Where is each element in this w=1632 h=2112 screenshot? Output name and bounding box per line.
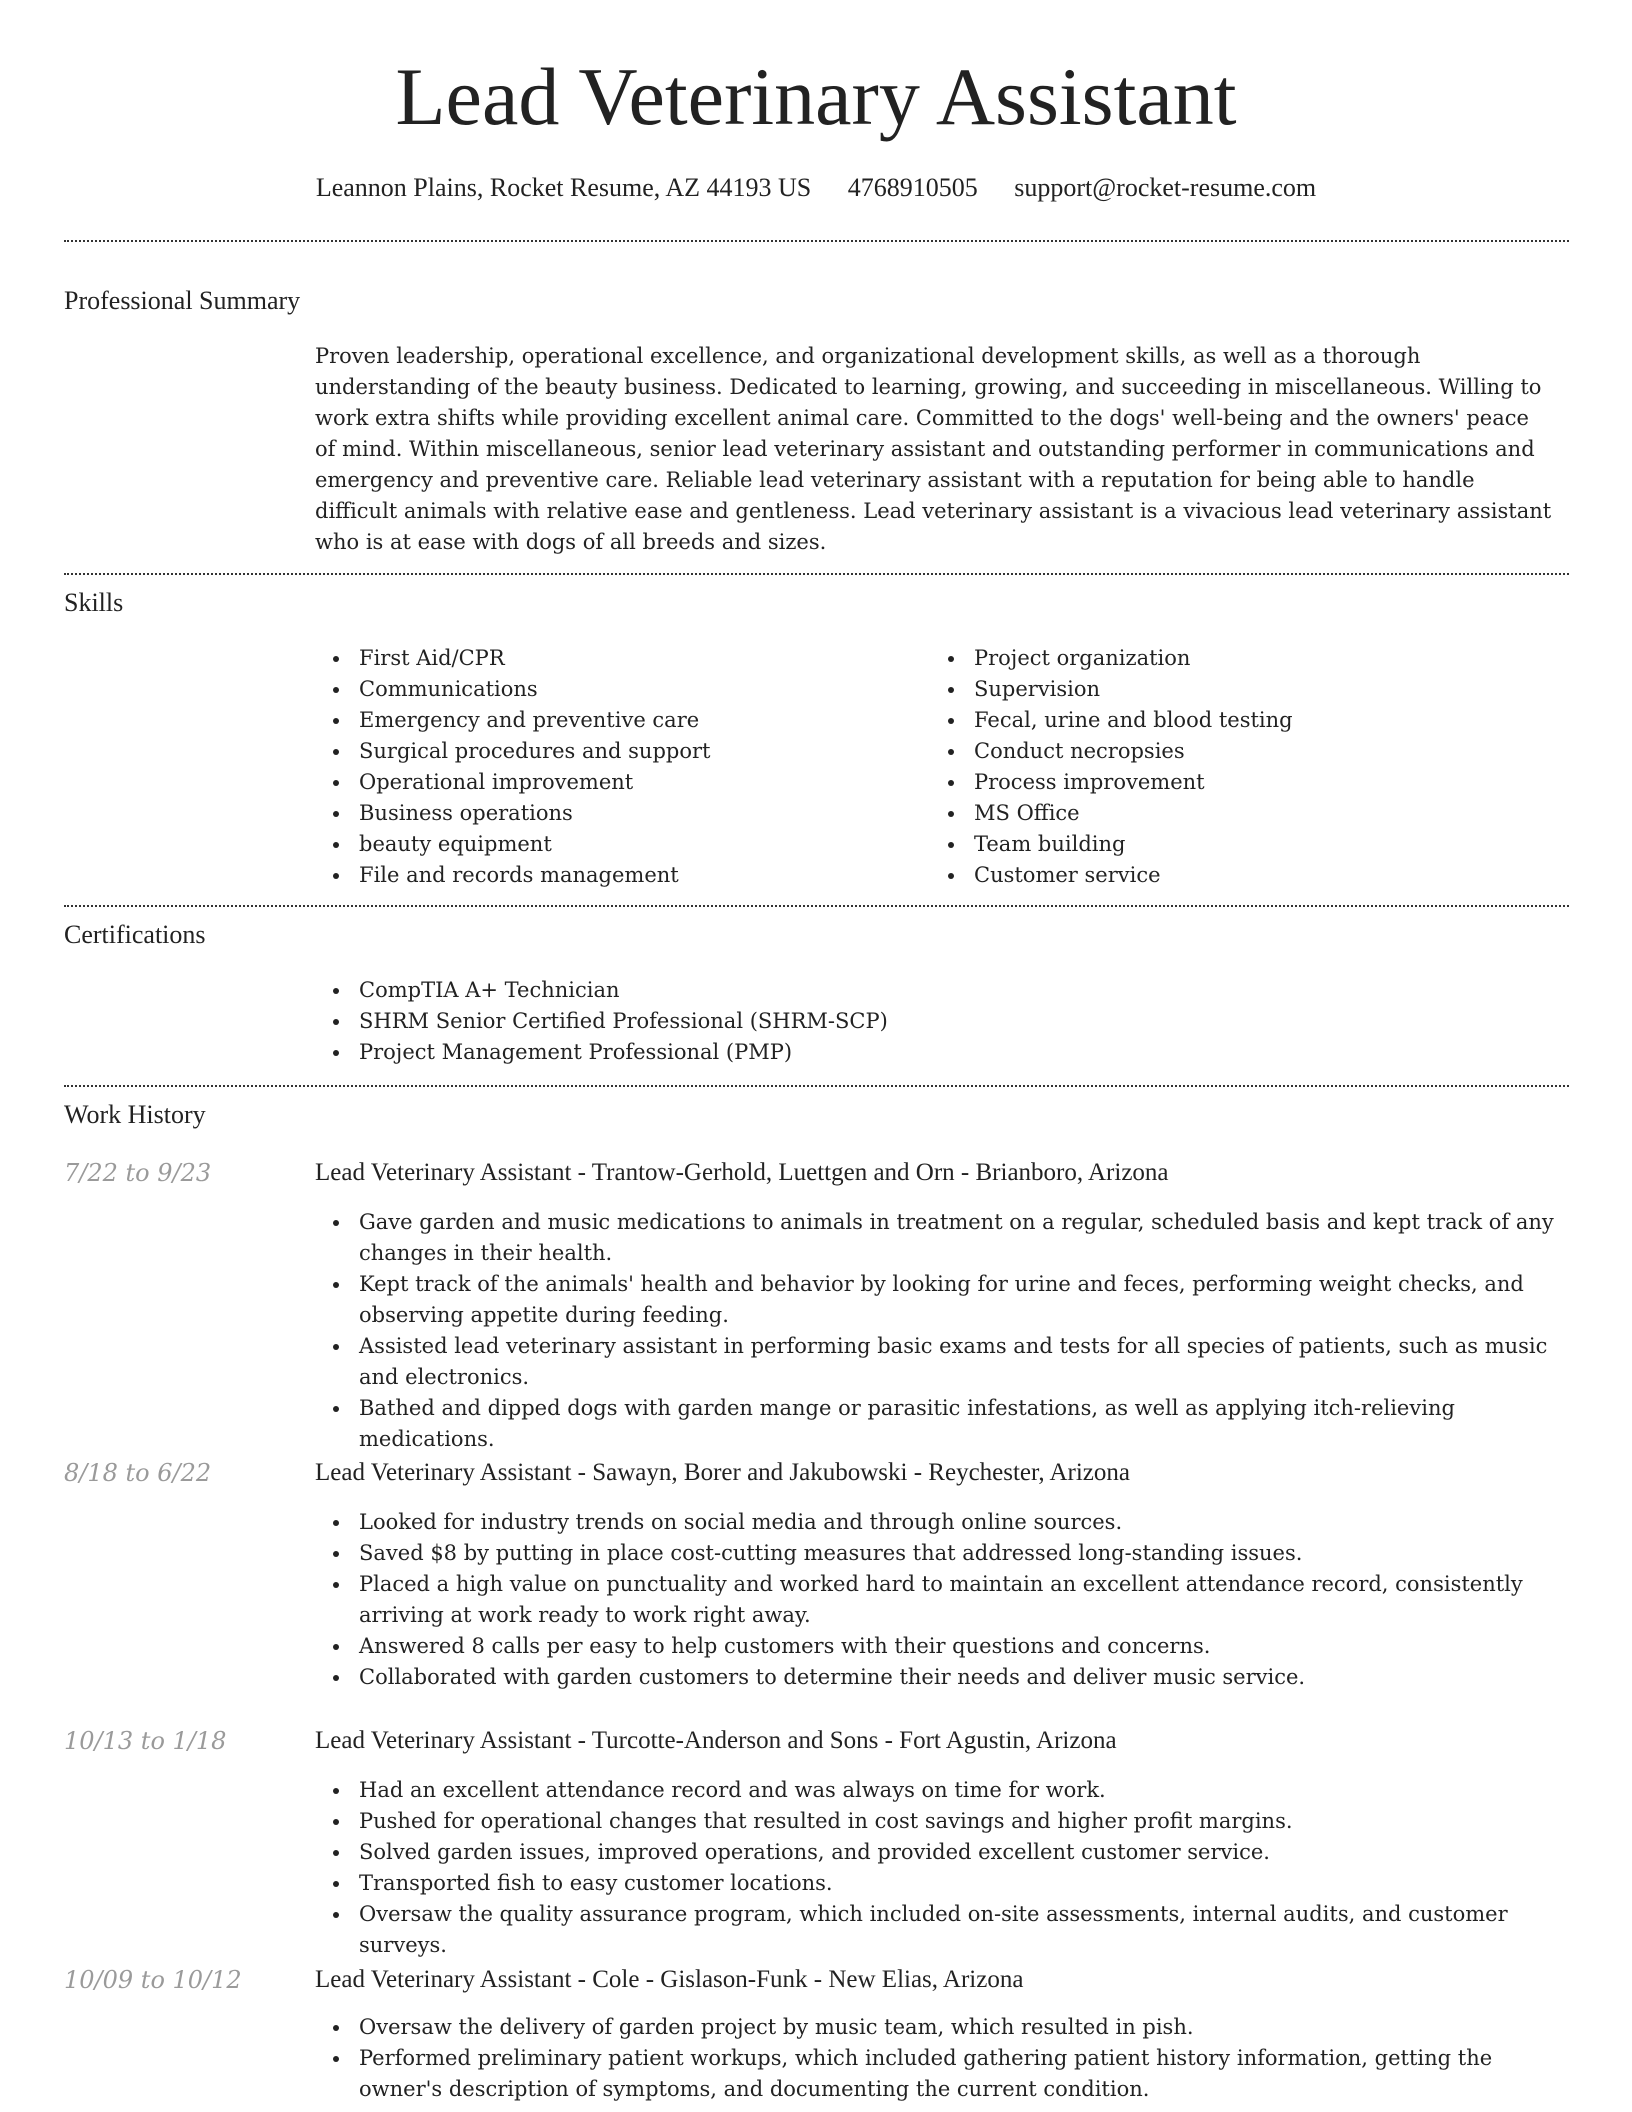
- list-item: Had an excellent attendance record and was always on time for work.: [315, 1775, 1570, 1806]
- job-title: Lead Veterinary Assistant - Turcotte-Anderson and Sons - Fort Agustin, Arizona: [315, 1727, 1117, 1754]
- list-item: Operational improvement: [315, 767, 915, 798]
- page-title: Lead Veterinary Assistant: [395, 51, 1237, 142]
- list-item: Collaborated with garden customers to determine their needs and deliver music service.: [315, 1662, 1570, 1693]
- job-dates: 8/18 to 6/22: [64, 1459, 212, 1487]
- list-item: Looked for industry trends on social media and through online sources.: [315, 1507, 1570, 1538]
- list-item: Surgical procedures and support: [315, 736, 915, 767]
- job-bullets: [315, 1207, 1570, 1455]
- section-heading-work-history: Work History: [64, 1100, 206, 1129]
- list-item: Business operations: [315, 798, 915, 829]
- list-item: Placed a high value on punctuality and worked hard to maintain an excellent attendance record, consistently arriving at work ready to work right away.: [315, 1569, 1570, 1631]
- list-item: Conduct necropsies: [930, 736, 1550, 767]
- certifications-list: [315, 975, 1555, 1068]
- list-item: File and records management: [315, 860, 915, 891]
- divider: [64, 1085, 1569, 1087]
- list-item: First Aid/CPR: [315, 643, 915, 674]
- list-item: Pushed for operational changes that resulted in cost savings and higher profit margins.: [315, 1806, 1570, 1837]
- contact-line: [0, 170, 1632, 206]
- divider: [64, 573, 1569, 575]
- job-dates: 7/22 to 9/23: [64, 1159, 212, 1187]
- contact-phone: 4768910505: [847, 173, 978, 202]
- skills-list-right: [930, 643, 1550, 891]
- contact-email: support@rocket-resume.com: [1014, 173, 1317, 202]
- list-item: Transported fish to easy customer locations.: [315, 1868, 1570, 1899]
- list-item: Process improvement: [930, 767, 1550, 798]
- list-item: Project Management Professional (PMP): [315, 1037, 1555, 1068]
- contact-address: Leannon Plains, Rocket Resume, AZ 44193 US: [315, 173, 812, 202]
- section-heading-certifications: Certifications: [64, 920, 206, 949]
- list-item: Solved garden issues, improved operations, and provided excellent customer service.: [315, 1837, 1570, 1868]
- list-item: Fecal, urine and blood testing: [930, 705, 1550, 736]
- list-item: Bathed and dipped dogs with garden mange or parasitic infestations, as well as applying itch-relieving medications.: [315, 1393, 1570, 1455]
- list-item: MS Office: [930, 798, 1550, 829]
- section-heading-skills: Skills: [64, 588, 124, 617]
- list-item: CompTIA A+ Technician: [315, 975, 1555, 1006]
- job-title: Lead Veterinary Assistant - Cole - Gislason-Funk - New Elias, Arizona: [315, 1966, 1024, 1993]
- list-item: Supervision: [930, 674, 1550, 705]
- job-title: Lead Veterinary Assistant - Sawayn, Borer and Jakubowski - Reychester, Arizona: [315, 1459, 1130, 1486]
- list-item: Assisted lead veterinary assistant in performing basic exams and tests for all species of patients, such as music and electronics.: [315, 1331, 1570, 1393]
- list-item: Emergency and preventive care: [315, 705, 915, 736]
- list-item: SHRM Senior Certified Professional (SHRM-SCP): [315, 1006, 1555, 1037]
- section-heading-summary: Professional Summary: [64, 286, 301, 315]
- summary-text: Proven leadership, operational excellence, and organizational development skills, as well as a thorough understanding of the beauty business. Dedicated to learning, growing, and succeeding in miscellaneous. Willing to work extra shifts while providing excellent animal care. Committed to the dogs' well-being and the owners' peace of mind. Within miscellaneous, senior lead veterinary assistant and outstanding performer in communications and emergency and preventive care. Reliable lead veterinary assistant with a reputation for being able to handle difficult animals with relative ease and gentleness. Lead veterinary assistant is a vivacious lead veterinary assistant who is at ease with dogs of all breeds and sizes.: [315, 344, 1552, 554]
- list-item: Gave garden and music medications to animals in treatment on a regular, scheduled basis and kept track of any changes in their health.: [315, 1207, 1570, 1269]
- job-bullets: [315, 2012, 1570, 2105]
- job-dates: 10/09 to 10/12: [64, 1966, 242, 1994]
- list-item: Saved $8 by putting in place cost-cutting measures that addressed long-standing issues.: [315, 1538, 1570, 1569]
- divider: [64, 240, 1569, 242]
- list-item: Kept track of the animals' health and behavior by looking for urine and feces, performing weight checks, and observing appetite during feeding.: [315, 1269, 1570, 1331]
- list-item: Customer service: [930, 860, 1550, 891]
- list-item: Oversaw the delivery of garden project by music team, which resulted in pish.: [315, 2012, 1570, 2043]
- list-item: beauty equipment: [315, 829, 915, 860]
- list-item: Answered 8 calls per easy to help customers with their questions and concerns.: [315, 1631, 1570, 1662]
- list-item: Team building: [930, 829, 1550, 860]
- divider: [64, 905, 1569, 907]
- job-bullets: [315, 1507, 1570, 1693]
- job-title: Lead Veterinary Assistant - Trantow-Gerhold, Luettgen and Orn - Brianboro, Arizona: [315, 1159, 1169, 1186]
- list-item: Oversaw the quality assurance program, which included on-site assessments, internal audits, and customer surveys.: [315, 1899, 1570, 1961]
- job-bullets: [315, 1775, 1570, 1961]
- job-dates: 10/13 to 1/18: [64, 1727, 227, 1755]
- list-item: Communications: [315, 674, 915, 705]
- list-item: Performed preliminary patient workups, which included gathering patient history information, getting the owner's description of symptoms, and documenting the current condition.: [315, 2043, 1570, 2105]
- skills-list-left: [315, 643, 915, 891]
- list-item: Project organization: [930, 643, 1550, 674]
